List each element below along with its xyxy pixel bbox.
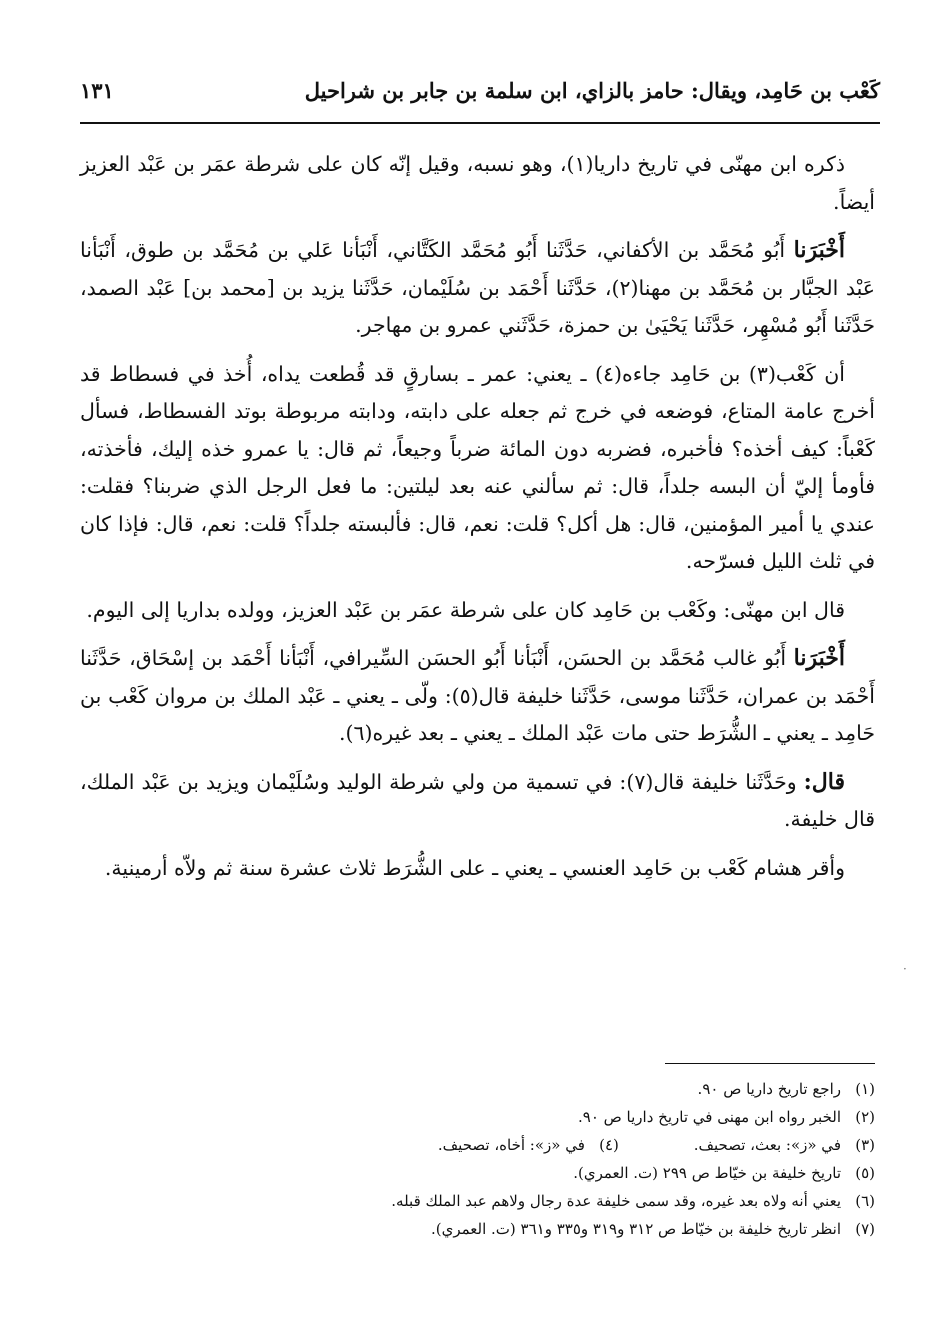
- paragraph-4: [80, 592, 875, 630]
- footnote-text: الخبر رواه ابن مهنى في تاريخ داريا ص ٩٠.: [577, 1108, 841, 1126]
- paragraph-7-text: وأقر هشام كَعْب بن حَامِد العنسي ـ يعني ـ على الشُّرَط ثلاث عشرة سنة ثم ولاّه أرمينية.: [104, 855, 845, 880]
- footnote-number: (٥): [855, 1164, 875, 1182]
- paragraph-2-text: أَبُو مُحَمَّد بن الأكفاني، حَدَّثَنا أَبُو مُحَمَّد الكَتَّاني، أَنْبَأنا عَلي بن مُحَمَّد بن طوق، أَنْبَأنا عَبْد الجبَّار بن مُحَمَّد بن مهنا(٢)، حَدَّثَنا أَحْمَد بن سُلَيْمان، حَدَّثَنا يزيد بن [محمد بن] عَبْد الصمد، حَدَّثَنا أَبُو مُسْهِر، حَدَّثَنا يَحْيَىٰ بن حمزة، حَدَّثَني عمرو بن مهاجر.: [80, 238, 875, 337]
- paragraph-5: [80, 640, 875, 753]
- footnote-number: (٧): [855, 1220, 875, 1238]
- footnote-1: [80, 1075, 875, 1103]
- paragraph-2: [80, 232, 875, 345]
- page-header: [80, 78, 880, 120]
- footnote-number: (١): [855, 1080, 875, 1098]
- paragraph-5-text: أَبُو غالب مُحَمَّد بن الحسَن، أَنْبَأنا أَبُو الحسَن السِّيرافي، أَنْبَأنا أَحْمَد بن إسْحَاق، حَدَّثَنا أَحْمَد بن عمران، حَدَّثَنا موسى، حَدَّثَنا خليفة قال(٥): ولّى ـ يعني ـ عَبْد الملك بن مروان كَعْب بن حَامِد ـ يعني ـ الشُّرَط حتى مات عَبْد الملك ـ يعني ـ بعد غيره(٦).: [80, 646, 876, 745]
- paragraph-1: [80, 146, 875, 221]
- paragraph-6: [80, 764, 875, 839]
- main-text: [80, 146, 875, 898]
- paragraph-6-lead: قال:: [803, 768, 845, 795]
- header-rule: [80, 122, 880, 124]
- footnote-text: يعني أنه ولاه بعد غيره، وقد سمى خليفة عدة رجال ولاهم عبد الملك قبله.: [391, 1192, 841, 1210]
- footnote-text: تاريخ خليفة بن خيّاط ص ٢٩٩ (ت. العمري).: [573, 1164, 841, 1182]
- paragraph-6-text: وحَدَّثَنا خليفة قال(٧): في تسمية من ولي شرطة الوليد وسُلَيْمان ويزيد بن عَبْد الملك، قال خليفة.: [80, 769, 875, 831]
- paragraph-4-text: قال ابن مهنّى: وكَعْب بن حَامِد كان على شرطة عمَر بن عَبْد العزيز، وولده بداريا إلى اليوم.: [86, 597, 845, 622]
- footnote-text: انظر تاريخ خليفة بن خيّاط ص ٣١٢ و٣١٩ و٣٣٥ و٣٦١ (ت. العمري).: [430, 1220, 841, 1238]
- footnotes: [80, 1075, 875, 1243]
- paragraph-3-text: أن كَعْب(٣) بن حَامِد جاءه(٤) ـ يعني: عمر ـ بسارقٍ قد قُطعت يداه، أُخذ في فسطاط قد أخرج عامة المتاع، فوضعه في خرج ثم جعله على دابته، ودابته مربوطة بوتد الفسطاط، فسأل كَعْباً: كيف أخذه؟ فأخبره، فضربه دون المائة ضرباً وجيعاً، ثم قال: يا عمرو خذه إليك، فأخذته، فأومأ إليّ أن البسه جلداً، قال: ثم سألني عنه بعد ليلتين: ما فعل الرجل الذي ضربنا؟ فقلت: عندي يا أمير المؤمنين، قال: هل أكل؟ قلت: نعم، قال: فألبسته جلداً؟ قلت: نعم، قال: فإذا كان في ثلث الليل فسرّحه.: [80, 361, 875, 573]
- paragraph-3: [80, 356, 875, 581]
- footnote-number: (٦): [855, 1192, 875, 1210]
- footnote-3-4: [80, 1131, 875, 1159]
- footnote-rule: [665, 1063, 875, 1064]
- footnote-6: [80, 1187, 875, 1215]
- running-head: كَعْب بن حَامِد، ويقال: حامز بالزاي، ابن سلمة بن جابر بن شراحيل: [304, 78, 880, 103]
- footnote-2: [80, 1103, 875, 1131]
- paragraph-2-lead: أَخْبَرَنا: [793, 237, 845, 263]
- footnote-7: [80, 1215, 875, 1243]
- footnote-5: [80, 1159, 875, 1187]
- footnote-number: (٢): [855, 1108, 875, 1126]
- footnote-text: في «ز»: أخاه، تصحيف.: [437, 1136, 585, 1154]
- footnote-text: في «ز»: بعث، تصحيف.: [693, 1136, 841, 1154]
- footnote-text: راجع تاريخ داريا ص ٩٠.: [697, 1080, 841, 1098]
- scan-speck: ·: [903, 962, 907, 976]
- footnote-number: (٤): [599, 1136, 619, 1154]
- footnote-4: [438, 1131, 619, 1159]
- paragraph-5-lead: أَخْبَرَنا: [793, 645, 845, 671]
- page-number: ١٣١: [80, 78, 114, 103]
- paragraph-1-text: ذكره ابن مهنّى في تاريخ داريا(١)، وهو نسبه، وقيل إنّه كان على شرطة عمَر بن عَبْد العزيز أيضاً.: [80, 152, 875, 214]
- paragraph-7: [80, 850, 875, 888]
- footnote-number: (٣): [855, 1136, 875, 1154]
